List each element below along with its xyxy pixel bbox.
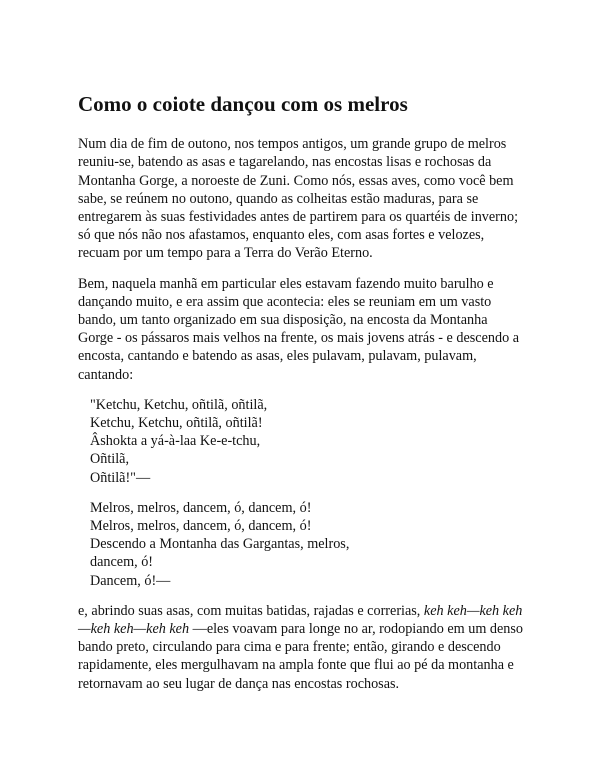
verse-line: Âshokta a yá-à-laa Ke-e-tchu,	[90, 433, 261, 450]
verse-line: Oñtilã!"—	[90, 469, 151, 486]
paragraph-3-start: e, abrindo suas asas, com muitas batidas, rajadas e correrias,	[78, 602, 424, 619]
paragraph-3	[78, 602, 524, 693]
verse-line: Melros, melros, dancem, ó, dancem, ó!	[90, 499, 312, 516]
verse-line: Melros, melros, dancem, ó, dancem, ó!	[90, 518, 312, 535]
verse-line: Dancem, ó!—	[90, 572, 171, 589]
bird-sound-italic: keh keh—keh keh—keh keh—keh keh	[78, 602, 523, 638]
paragraph-2: Bem, naquela manhã em particular eles estavam fazendo muito barulho e dançando muito, e era assim que acontecia: eles se reuniam em um vasto bando, um tanto organizado em sua disposição, na encosta da Montanha Gorge - os pássaros mais velhos na frente, os mais jovens atrás - e descendo a encosta, cantando e batendo as asas, eles pulavam, pulavam, pulavam, cantando:	[78, 275, 520, 383]
song-verse-1	[90, 396, 524, 487]
verse-line: Descendo a Montanha das Gargantas, melros,	[90, 536, 350, 553]
verse-line: Oñtilã,	[90, 451, 130, 468]
verse-line: Ketchu, Ketchu, oñtilã, oñtilã!	[90, 415, 263, 432]
document-page	[78, 92, 524, 693]
paragraph-1: Num dia de fim de outono, nos tempos antigos, um grande grupo de melros reuniu-se, batendo as asas e tagarelando, nas encostas lisas e rochosas da Montanha Gorge, a noroeste de Zuni. Como nós, essas aves, como você bem sabe, se reúnem no outono, quando as colheitas estão maduras, para se entregarem às suas festividades antes de partirem para os quartéis de inverno; só que nós não nos afastamos, enquanto eles, com asas fortes e velozes, recuam por um tempo para a Terra do Verão Eterno.	[78, 136, 519, 262]
page-title: Como o coiote dançou com os melros	[78, 92, 408, 116]
verse-line: "Ketchu, Ketchu, oñtilã, oñtilã,	[90, 396, 268, 413]
song-verse-2	[90, 499, 524, 590]
paragraph-3-end: —eles voavam para longe no ar, rodopiando em um denso bando preto, circulando para cima e para frente; então, girando e descendo rapidamente, eles mergulhavam na ampla fonte que flui ao pé da montanha e retornavam ao seu lugar de dança nas encostas rochosas.	[78, 621, 524, 692]
verse-line: dancem, ó!	[90, 554, 154, 571]
